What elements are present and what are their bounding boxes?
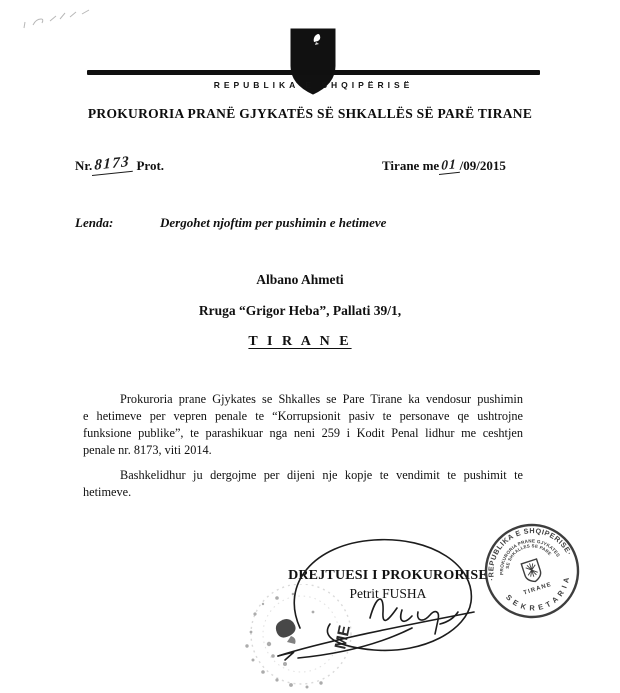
date-prefix: Tirane me	[382, 158, 440, 173]
date-day-handwritten: 01	[439, 157, 460, 175]
subject-label: Lenda:	[75, 215, 114, 230]
body-paragraph-2	[83, 467, 523, 501]
org-title: PROKURORIA PRANË GJYKATËS SË SHKALLËS SË PARË TIRANE	[87, 106, 533, 121]
official-stamp	[482, 521, 582, 621]
stamp-outer-top-text: ·REPUBLIKA E SHQIPERISE·	[486, 526, 575, 582]
body-line: hetimeve.	[83, 485, 132, 499]
addressee-name: Albano Ahmeti	[256, 272, 344, 287]
stamp-eagle-icon	[521, 559, 543, 584]
body-line: e hetimeve per vepren penale te “Korrupsionit pasiv te personave qe ushtrojne	[83, 409, 523, 423]
protocol-number-line	[75, 153, 165, 176]
republic-label: REPUBLIKA E SHQIPËRISË	[213, 80, 414, 90]
stamp-outer-bottom-text: S E K R E T A R I A	[504, 575, 572, 613]
addressee-city: T I R A N E	[248, 334, 352, 349]
addressee-street: Rruga “Grigor Heba”, Pallati 39/1,	[198, 303, 402, 318]
body-line: funksione publike”, te parashikuar nga neni 259 i Kodit Penal lidhur me ceshtjen	[83, 426, 523, 440]
header-divider	[87, 70, 540, 75]
stamp-inner-text-2: SE SHKALLES SE PARE	[504, 543, 553, 570]
body-paragraph-1	[83, 391, 523, 459]
body-line: penale nr. 8173, viti 2014.	[83, 443, 212, 457]
nr-label: Nr.	[75, 158, 93, 173]
nr-value-handwritten: 8173	[92, 155, 133, 176]
body-line: Bashkelidhur ju dergojme per dijeni nje kopje te vendimit te pushimit te	[120, 468, 523, 482]
stamp-inner-text-1: PROKURORIA PRANE GJYKATES	[499, 538, 561, 576]
prot-label: Prot.	[136, 158, 165, 173]
subject-text: Dergohet njoftim per pushimin e hetimeve	[160, 215, 387, 230]
corner-scribble-mark	[18, 2, 128, 36]
signature-name: Petrit FUSHA	[349, 586, 427, 601]
body-line: Prokuroria prane Gjykates se Shkalles se Pare Tirane ka vendosur pushimin	[120, 392, 523, 406]
stamp-fragment-smudge	[233, 584, 383, 693]
svg-text:·REPUBLIKA E SHQIPERISE·	[482, 521, 575, 583]
stamp-fragment-letters: ME	[332, 623, 354, 651]
signature-title: DREJTUESI I PROKURORISE	[288, 568, 488, 583]
stamp-city-text: TIRANE	[522, 581, 553, 597]
date-rest: /09/2015	[459, 158, 506, 173]
date-line	[382, 158, 506, 175]
